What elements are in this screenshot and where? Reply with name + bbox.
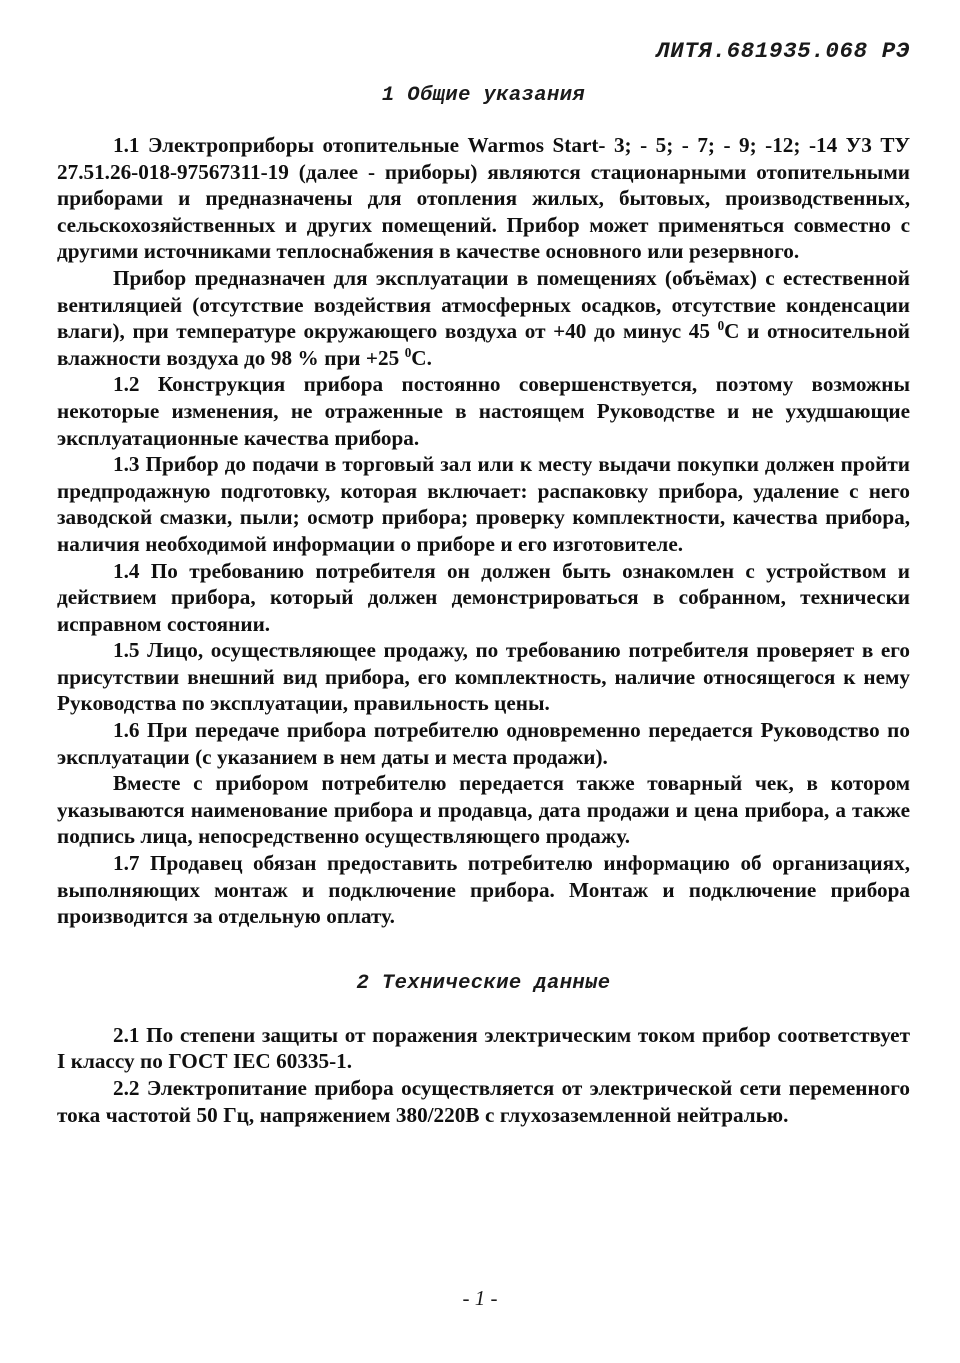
section-heading-technical-data: 2 Технические данные (356, 971, 611, 995)
section-1-heading-wrap (57, 84, 910, 107)
paragraph-1-6: 1.6 При передаче прибора потребителю одновременно передается Руководство по эксплуатации (с указанием в нем даты и места продажи). (57, 718, 910, 769)
paragraph-1-1b (57, 265, 910, 371)
paragraph-1-3: 1.3 Прибор до подачи в торговый зал или к месту выдачи покупки должен пройти предпродажную подготовку, которая включает: распаковку прибора, удаление с него заводской смазки, пыли; осмотр прибора; проверку комплектности, качества прибора, наличия необходимой информации о приборе и его изготовителе. (57, 452, 910, 556)
document-body (57, 84, 910, 1128)
paragraph-2-2: 2.2 Электропитание прибора осуществляется от электрической сети переменного тока частотой 50 Гц, напряжением 380/220В с глухозаземленной нейтралью. (57, 1076, 910, 1127)
degree-superscript-1: 0 (717, 318, 725, 334)
page-number: - 1 - (462, 1286, 498, 1310)
section-2-heading-wrap (57, 972, 910, 995)
paragraph-1-1b-text-b: С и относительной влажности воздуха до 98 % при +25 (57, 319, 910, 370)
paragraph-1-7: 1.7 Продавец обязан предоставить потребителю информацию об организациях, выполняющих монтаж и подключение прибора. Монтаж и подключение прибора производится за отдельную оплату. (57, 851, 910, 929)
paragraph-1-1: 1.1 Электроприборы отопительные Warmos Start- 3; - 5; - 7; - 9; -12; -14 У3 ТУ 27.51.26-018-97567311-19 (далее - приборы) являются стационарными отопительными приборами и предназначены для отопления жилых, бытовых, производственных, сельскохозяйственных и других помещений. Прибор может применяться совместно с другими источниками теплоснабжения в качестве основного или резервного. (57, 133, 910, 264)
paragraph-1-2: 1.2 Конструкция прибора постоянно совершенствуется, поэтому возможны некоторые изменения, не отраженные в настоящем Руководстве и не ухудшающие эксплуатационные качества прибора. (57, 372, 910, 450)
paragraph-2-1: 2.1 По степени защиты от поражения электрическим током прибор соответствует I классу по ГОСТ IEC 60335-1. (57, 1022, 910, 1074)
degree-superscript-2: 0 (404, 344, 412, 360)
section-heading-general-instructions: 1 Общие указания (381, 84, 586, 107)
paragraph-1-6b: Вместе с прибором потребителю передается также товарный чек, в котором указываются наименование прибора и продавца, дата продажи и цена прибора, а также подпись лица, непосредственно осуществляющего продажу. (57, 771, 910, 849)
paragraph-1-1b-text-a: Прибор предназначен для эксплуатации в помещениях (объёмах) с естественной вентиляцией (отсутствие воздействия атмосферных осадков, отсутствие конденсации влаги), при температуре окружающего воздуха от +40 до минус 45 (57, 265, 910, 344)
paragraph-1-4: 1.4 По требованию потребителя он должен быть ознакомлен с устройством и действием прибора, который должен демонстрироваться в собранном, технически исправном состоянии. (57, 558, 910, 636)
paragraph-1-1b-text-c: С. (411, 345, 432, 370)
document-header-code: ЛИТЯ.681935.068 РЭ (656, 38, 910, 64)
paragraph-1-5: 1.5 Лицо, осуществляющее продажу, по требованию потребителя проверяет в его присутствии внешний вид прибора, его комплектность, наличие относящегося к нему Руководства по эксплуатации, правильность цены. (57, 638, 910, 716)
